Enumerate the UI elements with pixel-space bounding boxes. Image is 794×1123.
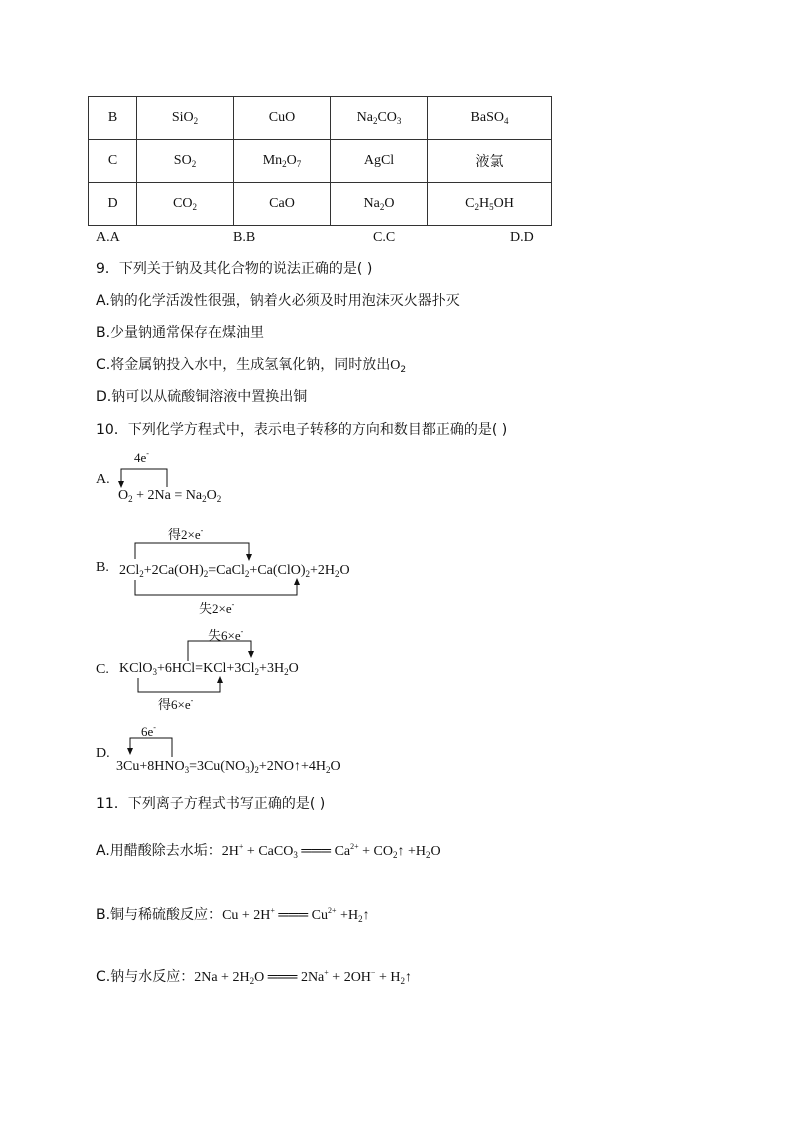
q9-stem: 9．下列关于钠及其化合物的说法正确的是( ) <box>96 261 373 277</box>
table-cell: $Na_2CO_3$ <box>331 97 428 140</box>
table-cell: $C_2H_5OH$ <box>428 183 552 226</box>
table-cell: 液氯 <box>428 140 552 183</box>
q9-option-c[interactable]: C.将金属钠投入水中，生成氢氧化钠，同时放出$O_2$ <box>96 357 407 375</box>
q10-d-note: 6e- <box>141 723 156 739</box>
q10-option-c[interactable]: C. <box>96 662 109 677</box>
table-cell: $Mn_2O_7$ <box>234 140 331 183</box>
q10-stem: 10．下列化学方程式中，表示电子转移的方向和数目都正确的是( ) <box>96 422 508 438</box>
q8-option-a[interactable]: A.A <box>96 230 120 245</box>
q10-c-top-note: 失6×e- <box>208 627 244 643</box>
table-cell: BaSO$_4$ <box>428 97 552 140</box>
q8-option-c[interactable]: C.C <box>373 230 396 245</box>
q9-option-a[interactable]: A.钠的化学活泼性很强，钠着火必须及时用泡沫灭火器扑灭 <box>96 293 460 309</box>
row-label: D <box>89 183 137 226</box>
q11-option-b[interactable]: B.铜与稀硫酸反应：Cu + 2H+ ═══ $Cu^{2+}$ $+H_2↑$ <box>96 906 370 924</box>
q10-b-top-note: 得2×e- <box>168 526 204 542</box>
table-cell: CaO <box>234 183 331 226</box>
q11-stem: 11．下列离子方程式书写正确的是( ) <box>96 796 326 812</box>
row-label: C <box>89 140 137 183</box>
q10-option-d[interactable]: D. <box>96 746 110 761</box>
q9-option-d[interactable]: D.钠可以从硫酸铜溶液中置换出铜 <box>96 389 308 405</box>
q9-option-b[interactable]: B.少量钠通常保存在煤油里 <box>96 325 265 341</box>
table-cell: $Na_2O$ <box>331 183 428 226</box>
q10-option-b[interactable]: B. <box>96 560 109 575</box>
q11-option-a[interactable]: A.用醋酸除去水垢：2H+ + CaCO$_3$ ═══ $Ca^{2+}$ + $CO_2↑ +H_2O$ <box>96 842 441 860</box>
q10-a-equation: $O_2 + 2Na = Na_2O_2$ <box>118 488 222 504</box>
q10-b-bottom-note: 失2×e- <box>199 600 235 616</box>
table-cell: SiO$_2$ <box>137 97 234 140</box>
row-label: B <box>89 97 137 140</box>
q8-option-b[interactable]: B.B <box>233 230 256 245</box>
q8-option-d[interactable]: D.D <box>510 230 534 245</box>
table-cell: $SO_2$ <box>137 140 234 183</box>
q11-option-c[interactable]: C.钠与水反应：$2Na + 2H_2O$ ═══ $2Na^+ + 2OH^- + H_2↑$ <box>96 968 412 986</box>
table-cell: $CO_2$ <box>137 183 234 226</box>
q10-c-equation: $KClO_3+6HCl=KCl+3Cl_2+3H_2O$ <box>119 661 299 677</box>
q10-option-a[interactable]: A. <box>96 472 110 487</box>
q10-a-note: 4e- <box>134 449 149 465</box>
q10-c-bottom-note: 得6×e- <box>158 696 194 712</box>
table-cell: CuO <box>234 97 331 140</box>
q10-d-equation: $3Cu+8HNO_3=3Cu(NO_3)_2+2NO↑+4H_2O$ <box>116 759 341 775</box>
table-cell: AgCl <box>331 140 428 183</box>
q10-b-equation: $2Cl_2+2Ca(OH)_2=CaCl_2+Ca(ClO)_2+2H_2O$ <box>119 563 350 579</box>
